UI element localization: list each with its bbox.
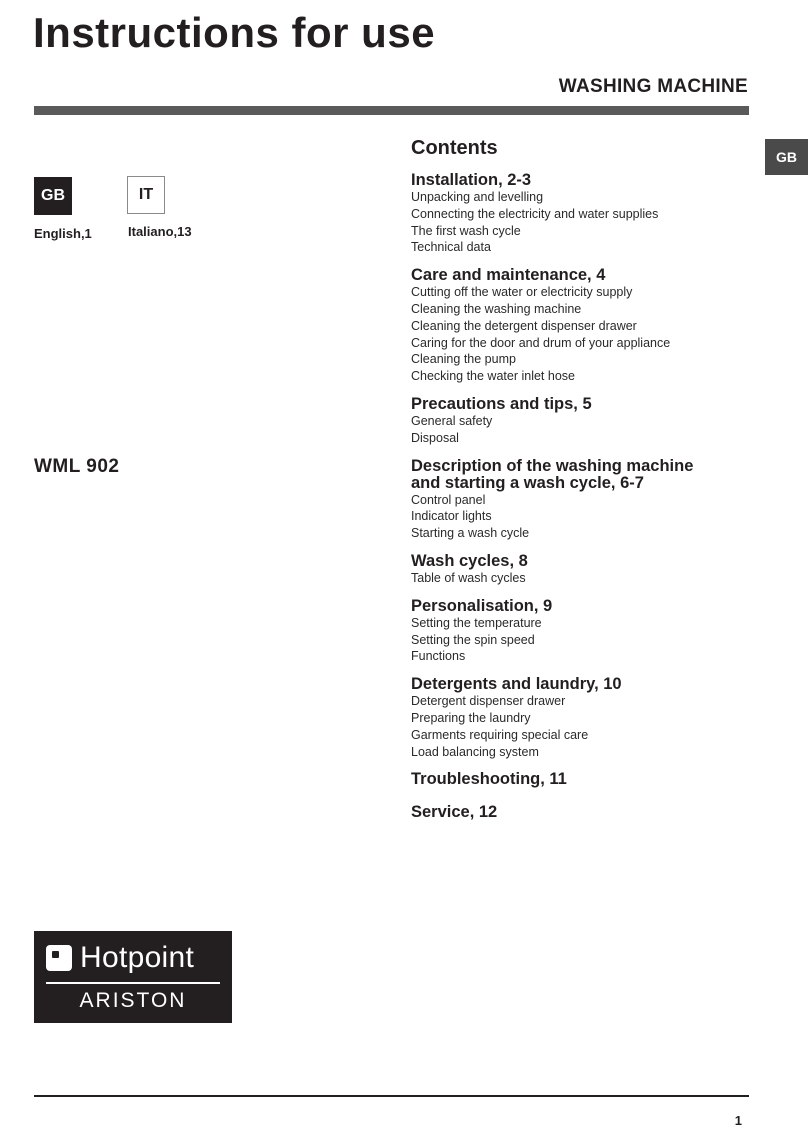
toc-section-title: Detergents and laundry, 10	[411, 675, 622, 694]
brand-logo	[34, 931, 232, 1023]
toc-section-description	[411, 458, 771, 542]
toc-section-detergents	[411, 676, 771, 760]
toc-item: Cleaning the pump	[411, 352, 516, 367]
toc-section-care	[411, 267, 771, 385]
toc-item: Cutting off the water or electricity supply	[411, 285, 633, 300]
toc-item: Indicator lights	[411, 509, 492, 524]
language-label-gb: English,1	[34, 226, 92, 241]
page-number: 1	[734, 1113, 742, 1128]
toc-item: Garments requiring special care	[411, 727, 589, 742]
toc-item: Control panel	[411, 492, 486, 507]
toc-section-wash-cycles	[411, 553, 771, 587]
toc-section-title: Troubleshooting, 11	[411, 770, 567, 789]
table-of-contents	[411, 172, 771, 837]
logo-sub-text: ARISTON	[79, 989, 187, 1012]
toc-item: The first wash cycle	[411, 223, 521, 238]
toc-item: Checking the water inlet hose	[411, 369, 575, 384]
toc-section-title: Precautions and tips, 5	[411, 394, 592, 413]
toc-section-title: Installation, 2-3	[411, 171, 532, 189]
toc-section-troubleshooting	[411, 771, 771, 788]
language-side-tab: GB	[765, 139, 808, 175]
toc-item: Table of wash cycles	[411, 570, 526, 585]
contents-heading: Contents	[411, 137, 498, 159]
toc-item: Unpacking and levelling	[411, 190, 544, 204]
toc-item: Setting the temperature	[411, 615, 542, 630]
toc-item: Connecting the electricity and water supplies	[411, 206, 659, 221]
toc-item: Caring for the door and drum of your appliance	[411, 335, 671, 350]
document-subtitle: WASHING MACHINE	[558, 76, 748, 97]
toc-item: Cleaning the detergent dispenser drawer	[411, 318, 637, 333]
model-number: WML 902	[34, 456, 120, 477]
language-box-gb: GB	[34, 177, 72, 215]
language-label-it: Italiano,13	[128, 224, 192, 239]
footer-rule	[34, 1095, 749, 1097]
toc-item: Preparing the laundry	[411, 710, 531, 725]
toc-item: Cleaning the washing machine	[411, 301, 582, 316]
toc-section-title: Personalisation, 9	[411, 596, 553, 615]
toc-section-title-line1: Description of the washing machine	[411, 456, 694, 475]
toc-item: Technical data	[411, 240, 491, 255]
toc-item: Starting a wash cycle	[411, 526, 530, 541]
header-rule	[34, 106, 749, 115]
language-box-it: IT	[127, 176, 165, 214]
toc-item: General safety	[411, 413, 493, 428]
toc-section-title-line2: and starting a wash cycle, 6-7	[411, 473, 644, 492]
logo-brand-text: Hotpoint	[80, 941, 195, 974]
toc-section-installation	[411, 172, 771, 256]
toc-section-personalisation	[411, 598, 771, 665]
toc-item: Functions	[411, 649, 466, 664]
toc-item: Detergent dispenser drawer	[411, 694, 566, 709]
toc-item: Setting the spin speed	[411, 632, 535, 647]
toc-item: Load balancing system	[411, 744, 539, 759]
logo-square-icon	[46, 945, 72, 971]
toc-item: Disposal	[411, 430, 459, 445]
toc-section-title: Service, 12	[411, 803, 498, 822]
toc-section-title: Care and maintenance, 4	[411, 266, 606, 285]
toc-section-service	[411, 804, 771, 821]
toc-section-title: Wash cycles, 8	[411, 551, 528, 570]
page-title: Instructions for use	[33, 9, 436, 56]
logo-divider	[46, 982, 220, 984]
toc-section-precautions	[411, 396, 771, 447]
